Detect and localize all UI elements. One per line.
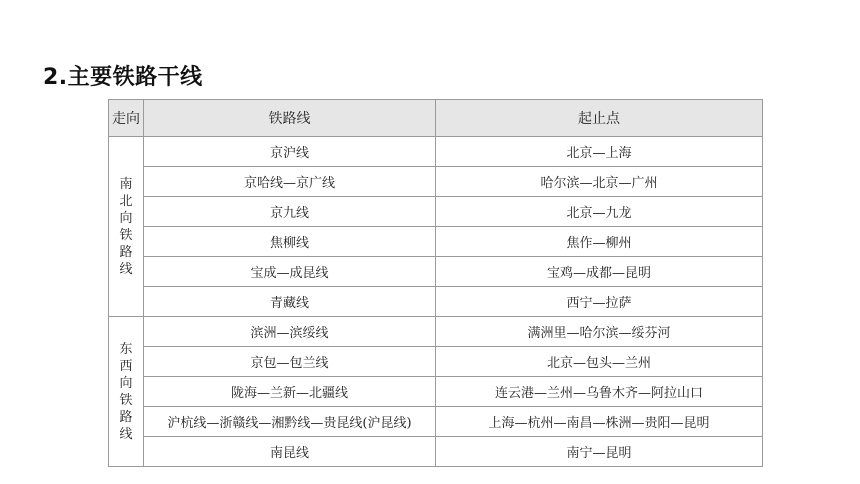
header-start-end: 起止点 <box>436 100 763 137</box>
railway-line-cell: 焦柳线 <box>143 227 435 257</box>
route-cell: 西宁—拉萨 <box>436 287 763 317</box>
table-row <box>109 197 763 227</box>
table-row <box>109 287 763 317</box>
railway-line-cell: 青藏线 <box>143 287 435 317</box>
table-row <box>109 257 763 287</box>
table-row <box>109 317 763 347</box>
route-cell: 焦作—柳州 <box>436 227 763 257</box>
railway-line-cell: 沪杭线—浙赣线—湘黔线—贵昆线(沪昆线) <box>143 407 435 437</box>
table-row <box>109 437 763 467</box>
railway-table <box>108 99 763 467</box>
railway-line-cell: 京沪线 <box>143 137 435 167</box>
table-row <box>109 227 763 257</box>
railway-line-cell: 滨洲—滨绥线 <box>143 317 435 347</box>
section-title: 2.主要铁路干线 <box>43 65 203 90</box>
route-cell: 南宁—昆明 <box>436 437 763 467</box>
railway-line-cell: 京包—包兰线 <box>143 347 435 377</box>
header-railway-line: 铁路线 <box>143 100 435 137</box>
table-header-row <box>109 100 763 137</box>
railway-line-cell: 京九线 <box>143 197 435 227</box>
railway-line-cell: 京哈线—京广线 <box>143 167 435 197</box>
table-row <box>109 167 763 197</box>
route-cell: 连云港—兰州—乌鲁木齐—阿拉山口 <box>436 377 763 407</box>
table-row <box>109 137 763 167</box>
route-cell: 宝鸡—成都—昆明 <box>436 257 763 287</box>
header-direction: 走向 <box>109 100 144 137</box>
route-cell: 哈尔滨—北京—广州 <box>436 167 763 197</box>
railway-line-cell: 南昆线 <box>143 437 435 467</box>
route-cell: 满洲里—哈尔滨—绥芬河 <box>436 317 763 347</box>
table-row <box>109 347 763 377</box>
direction-east-west: 东 西 向 铁 路 线 <box>109 317 144 467</box>
route-cell: 北京—包头—兰州 <box>436 347 763 377</box>
route-cell: 北京—九龙 <box>436 197 763 227</box>
route-cell: 北京—上海 <box>436 137 763 167</box>
railway-line-cell: 陇海—兰新—北疆线 <box>143 377 435 407</box>
table-row <box>109 377 763 407</box>
railway-line-cell: 宝成—成昆线 <box>143 257 435 287</box>
table-row <box>109 407 763 437</box>
route-cell: 上海—杭州—南昌—株洲—贵阳—昆明 <box>436 407 763 437</box>
direction-north-south: 南 北 向 铁 路 线 <box>109 137 144 317</box>
